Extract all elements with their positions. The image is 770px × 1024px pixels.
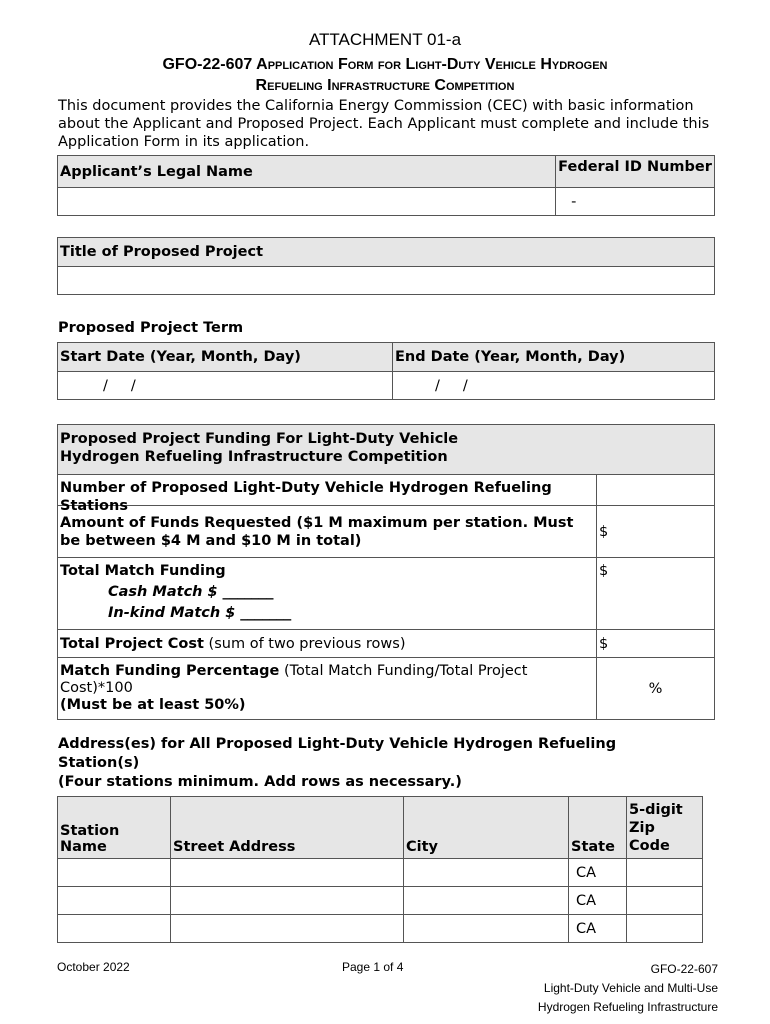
project-title-field[interactable] (58, 267, 715, 295)
match-funding-field[interactable]: $ (597, 558, 715, 630)
form-title-line-1: GFO-22-607 Application Form for Light-Duty Vehicle Hydrogen (162, 56, 608, 73)
project-title-label: Title of Proposed Project (58, 238, 715, 267)
footer-reference (538, 960, 718, 1017)
station-name-field[interactable] (58, 859, 171, 887)
footer-ref-line-3: Hydrogen Refueling Infrastructure (537, 1000, 718, 1014)
num-stations-field[interactable] (597, 475, 715, 506)
col-city: City (404, 797, 569, 859)
applicant-legal-name-label: Applicant’s Legal Name (58, 156, 556, 188)
start-date-field[interactable]: / / (58, 372, 393, 400)
applicant-legal-name-field[interactable] (58, 188, 556, 216)
zip-code-field[interactable] (627, 859, 703, 887)
col-street-address: Street Address (171, 797, 404, 859)
project-term-heading: Proposed Project Term (58, 320, 244, 336)
form-title-line-2: Refueling Infrastructure Competition (255, 77, 515, 94)
num-stations-label: Number of Proposed Light-Duty Vehicle Hydrogen Refueling Stations (58, 475, 597, 506)
col-zip-code: 5-digit Zip Code (627, 797, 703, 859)
footer-page-number: Page 1 of 4 (342, 960, 404, 974)
project-title-table (57, 237, 715, 295)
total-cost-field[interactable]: $ (597, 630, 715, 658)
intro-text: This document provides the California Energy Commission (CEC) with basic information about the Applicant and Proposed Project. Each Applicant must complete and include this Application Form in its application. (58, 98, 710, 150)
station-name-field[interactable] (58, 915, 171, 943)
col-state: State (569, 797, 627, 859)
funding-heading: Proposed Project Funding For Light-Duty Vehicle Hydrogen Refueling Infrastructure Competition (58, 425, 715, 475)
zip-code-field[interactable] (627, 915, 703, 943)
state-field[interactable]: CA (569, 859, 627, 887)
state-field[interactable]: CA (569, 915, 627, 943)
funds-requested-field[interactable]: $ (597, 506, 715, 558)
city-field[interactable] (404, 859, 569, 887)
cash-match-field[interactable]: Cash Match $ _______ (108, 584, 274, 600)
funds-requested-label: Amount of Funds Requested ($1 M maximum per station. Must be between $4 M and $10 M in total) (58, 506, 597, 558)
start-date-label: Start Date (Year, Month, Day) (58, 343, 393, 372)
attachment-label: ATTACHMENT 01-a (308, 30, 462, 49)
federal-id-label: Federal ID Number (556, 156, 715, 188)
table-row (58, 915, 703, 943)
street-address-field[interactable] (171, 859, 404, 887)
applicant-table (57, 155, 715, 216)
footer-date: October 2022 (57, 960, 130, 974)
stations-table (57, 796, 703, 943)
end-date-field[interactable]: / / (393, 372, 715, 400)
project-term-table (57, 342, 715, 400)
city-field[interactable] (404, 887, 569, 915)
footer-ref-line-2: Light-Duty Vehicle and Multi-Use (543, 981, 718, 995)
state-field[interactable]: CA (569, 887, 627, 915)
match-funding-cell (58, 558, 597, 630)
station-name-field[interactable] (58, 887, 171, 915)
table-row (58, 859, 703, 887)
total-cost-label: Total Project Cost (sum of two previous rows) (58, 630, 597, 658)
stations-subheading: (Four stations minimum. Add rows as necessary.) (58, 774, 462, 790)
federal-id-field[interactable]: - (556, 188, 715, 216)
inkind-match-field[interactable]: In-kind Match $ _______ (108, 605, 292, 621)
col-station-name: Station Name (58, 797, 171, 859)
end-date-label: End Date (Year, Month, Day) (393, 343, 715, 372)
match-percentage-label: Match Funding Percentage (Total Match Funding/Total Project Cost)*100 (Must be at least 50%) (58, 658, 597, 720)
street-address-field[interactable] (171, 887, 404, 915)
match-percentage-field[interactable]: % (597, 658, 715, 720)
stations-heading: Address(es) for All Proposed Light-Duty Vehicle Hydrogen Refueling Station(s) (58, 736, 617, 771)
match-funding-label: Total Match Funding (60, 563, 226, 579)
footer-ref-line-1: GFO-22-607 (650, 962, 718, 976)
table-row (58, 887, 703, 915)
street-address-field[interactable] (171, 915, 404, 943)
zip-code-field[interactable] (627, 887, 703, 915)
city-field[interactable] (404, 915, 569, 943)
form-title (0, 54, 770, 96)
funding-table (57, 424, 715, 720)
